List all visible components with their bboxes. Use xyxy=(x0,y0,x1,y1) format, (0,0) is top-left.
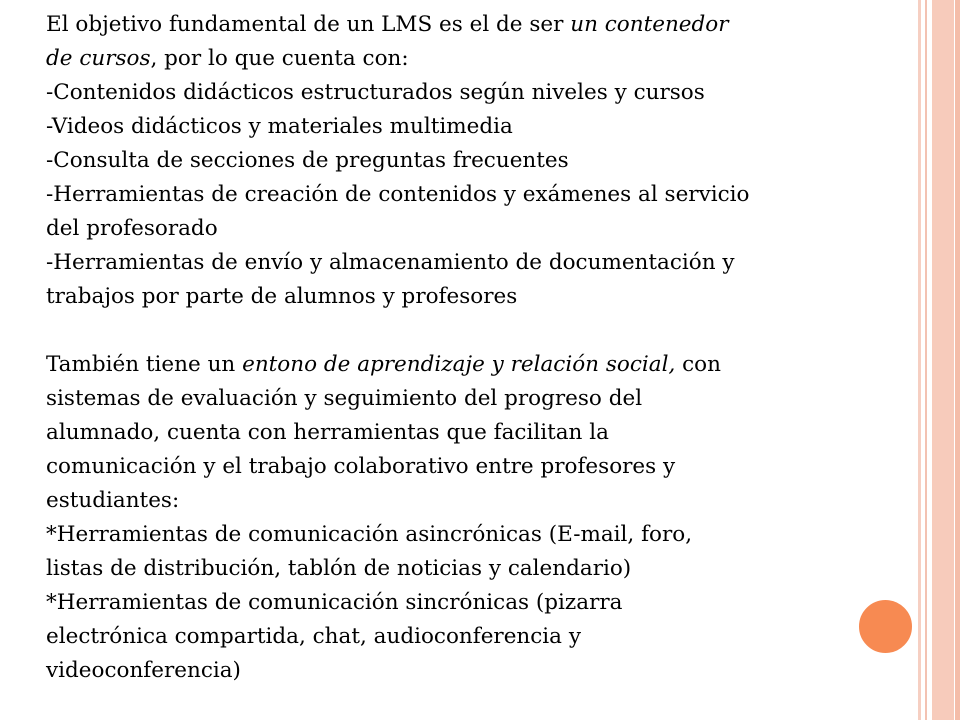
text-line xyxy=(46,348,916,382)
list-item-herramientas-creacion-cont: del profesorado xyxy=(46,216,218,241)
paragraph-spacer xyxy=(46,314,916,348)
list-item-herramientas-envio-cont: trabajos por parte de alumnos y profesores xyxy=(46,284,518,309)
text-run: con xyxy=(675,352,721,377)
emphasis-text: un contenedor xyxy=(570,12,729,37)
decorative-stripe xyxy=(955,0,960,720)
emphasis-text: entono de aprendizaje y relación social, xyxy=(242,352,676,377)
list-item-sincronicas-cont: videoconferencia) xyxy=(46,658,241,683)
list-item-videos: -Videos didácticos y materiales multimedia xyxy=(46,114,513,139)
list-item-sincronicas-cont: electrónica compartida, chat, audioconferencia y xyxy=(46,624,581,649)
text-line: estudiantes: xyxy=(46,488,180,513)
list-item-herramientas-envio: -Herramientas de envío y almacenamiento de documentación y xyxy=(46,250,735,275)
list-item-contenidos: -Contenidos didácticos estructurados según niveles y cursos xyxy=(46,80,705,105)
decorative-stripe xyxy=(918,0,921,720)
slide-body-text xyxy=(46,8,916,688)
text-line: sistemas de evaluación y seguimiento del progreso del xyxy=(46,386,643,411)
decorative-stripe xyxy=(925,0,927,720)
text-run: El objetivo fundamental de un LMS es el de ser xyxy=(46,12,571,37)
decorative-stripe xyxy=(932,0,954,720)
text-run: También tiene un xyxy=(46,352,243,377)
text-run: , por lo que cuenta con: xyxy=(150,46,409,71)
list-item-asincronicas: *Herramientas de comunicación asincrónicas (E-mail, foro, xyxy=(46,522,693,547)
list-item-consulta: -Consulta de secciones de preguntas frecuentes xyxy=(46,148,569,173)
emphasis-text: de cursos xyxy=(46,46,151,71)
accent-circle xyxy=(856,597,915,656)
text-line: alumnado, cuenta con herramientas que facilitan la xyxy=(46,420,609,445)
list-item-sincronicas: *Herramientas de comunicación sincrónicas (pizarra xyxy=(46,590,623,615)
text-line xyxy=(46,8,916,42)
text-line: comunicación y el trabajo colaborativo entre profesores y xyxy=(46,454,676,479)
list-item-herramientas-creacion: -Herramientas de creación de contenidos y exámenes al servicio xyxy=(46,182,750,207)
text-line xyxy=(46,42,916,76)
list-item-asincronicas-cont: listas de distribución, tablón de noticias y calendario) xyxy=(46,556,632,581)
